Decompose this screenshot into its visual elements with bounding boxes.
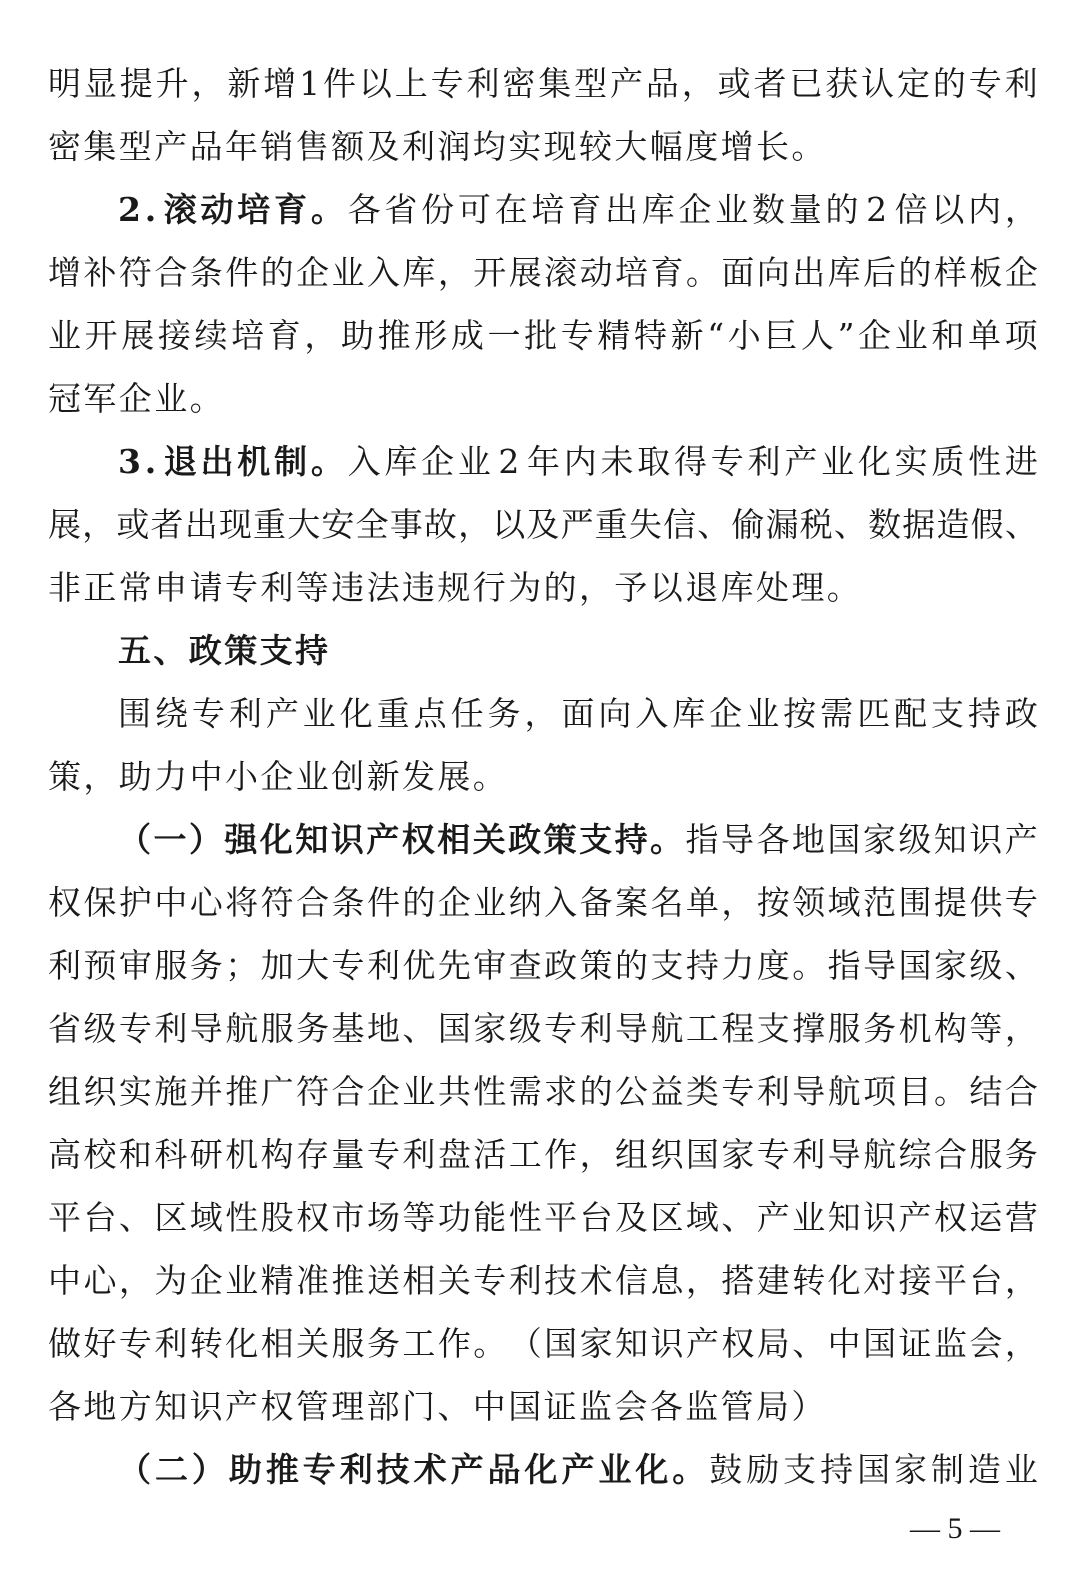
paragraph-line: 平台、区域性股权市场等功能性平台及区域、产业知识产权运营 [48, 1198, 1038, 1237]
paragraph-line: （一）强化知识产权相关政策支持。指导各地国家级知识产 [118, 820, 1038, 859]
paragraph-line: 做好专利转化相关服务工作。（国家知识产权局、中国证监会， [48, 1324, 1038, 1363]
section-heading: 五、政策支持 [118, 631, 331, 670]
page-number: — 5 — [910, 1512, 1000, 1545]
paragraph-line: 冠军企业。 [48, 379, 225, 418]
paragraph-line: 中心，为企业精准推送相关专利技术信息，搭建转化对接平台， [48, 1261, 1038, 1300]
section-lead: 3 . 退 出 机 制 。 [118, 442, 344, 481]
paragraph-line: （ 二 ） 助 推 专 利 技 术 产 品 化 产 业 化 。 鼓 励 支 持 国 家 制 造 业 [118, 1450, 1038, 1489]
section-lead: （一）强化知识产权相关政策支持。 [118, 820, 684, 859]
paragraph-line: 利预审服务；加大专利优先审查政策的支持力度。指导国家级、 [48, 946, 1038, 985]
paragraph-line: 组织实施并推广符合企业共性需求的公益类专利导航项目。结合 [48, 1072, 1038, 1111]
paragraph-line: 权保护中心将符合条件的企业纳入备案名单，按领域范围提供专 [48, 883, 1038, 922]
paragraph-line: 增补符合条件的企业入库，开展滚动培育。面向出库后的样板企 [48, 253, 1038, 292]
paragraph-line: 各地方知识产权管理部门、中国证监会各监管局） [48, 1387, 827, 1426]
paragraph-line: 高校和科研机构存量专利盘活工作，组织国家专利导航综合服务 [48, 1135, 1038, 1174]
document-body [48, 52, 1038, 1501]
paragraph-line: 省级专利导航服务基地、国家级专利导航工程支撑服务机构等， [48, 1009, 1038, 1048]
paragraph-line: 策，助力中小企业创新发展。 [48, 757, 509, 796]
section-lead: 2 . 滚 动 培 育 。 [118, 190, 344, 229]
paragraph-line: 业 开 展 接 续 培 育 ， 助 推 形 成 一 批 专 精 特 新 “ 小 巨 人 ” 企 业 和 单 项 [48, 316, 1038, 355]
paragraph-line: 密集型产品年销售额及利润均实现较大幅度增长。 [48, 127, 827, 166]
paragraph-line: 3 . 退 出 机 制 。 入 库 企 业 2 年 内 未 取 得 专 利 产 业 化 实 质 性 进 [118, 442, 1038, 481]
paragraph-line: 围 绕 专 利 产 业 化 重 点 任 务 ， 面 向 入 库 企 业 按 需 匹 配 支 持 政 [118, 694, 1038, 733]
paragraph-line: 2 . 滚 动 培 育 。 各 省 份 可 在 培 育 出 库 企 业 数 量 的 2 倍 以 内 ， [118, 190, 1038, 229]
paragraph-line: 展，或者出现重大安全事故，以及严重失信、偷漏税、数据造假、 [48, 505, 1038, 544]
paragraph-line: 明显提升，新增1件以上专利密集型产品，或者已获认定的专利 [48, 64, 1038, 103]
section-lead: （ 二 ） 助 推 专 利 技 术 产 品 化 产 业 化 。 [118, 1450, 706, 1489]
paragraph-line: 非正常申请专利等违法违规行为的，予以退库处理。 [48, 568, 863, 607]
